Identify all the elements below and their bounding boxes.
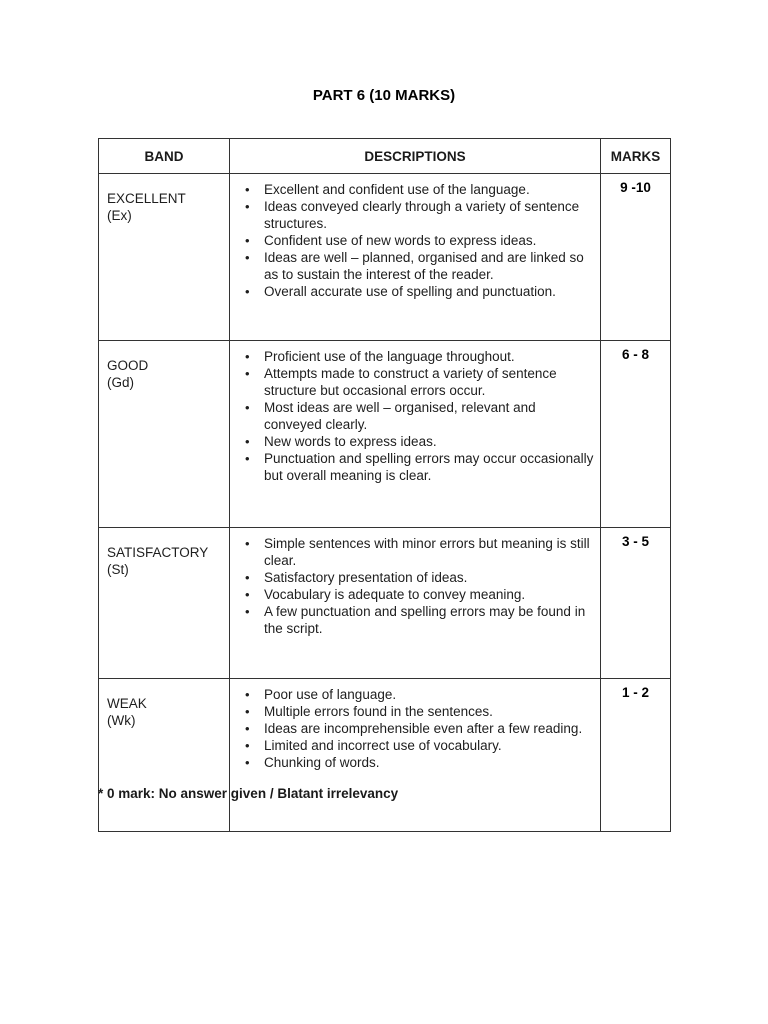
- band-cell: [99, 528, 230, 679]
- description-item: • Attempts made to construct a variety of sentence structure but occasional errors occur.: [242, 365, 594, 399]
- description-item: • A few punctuation and spelling errors may be found in the script.: [242, 603, 594, 637]
- description-item: • Ideas are incomprehensible even after a few reading.: [242, 720, 594, 737]
- table-row: [99, 528, 671, 679]
- band-cell: [99, 174, 230, 341]
- description-cell: [230, 679, 601, 832]
- band-cell: [99, 341, 230, 528]
- description-list: [242, 348, 594, 484]
- description-item: • Ideas conveyed clearly through a variety of sentence structures.: [242, 198, 594, 232]
- marks-cell: 6 - 8: [601, 341, 671, 528]
- band-column-header: BAND: [99, 139, 230, 174]
- description-item: • Simple sentences with minor errors but meaning is still clear.: [242, 535, 594, 569]
- description-list: [242, 181, 594, 300]
- description-item: • Most ideas are well – organised, relevant and conveyed clearly.: [242, 399, 594, 433]
- description-list: [242, 535, 594, 637]
- description-item: • Overall accurate use of spelling and punctuation.: [242, 283, 594, 300]
- description-item: • Excellent and confident use of the language.: [242, 181, 594, 198]
- rubric-table: [98, 138, 671, 832]
- band-name: GOOD: [107, 358, 149, 373]
- band-abbreviation: (Gd): [107, 375, 134, 390]
- table-header-row: [99, 139, 671, 174]
- description-item: • Chunking of words.: [242, 754, 594, 771]
- description-item: • Punctuation and spelling errors may occur occasionally but overall meaning is clear.: [242, 450, 594, 484]
- description-item: • Confident use of new words to express ideas.: [242, 232, 594, 249]
- description-item: • New words to express ideas.: [242, 433, 594, 450]
- page-title: PART 6 (10 MARKS): [312, 87, 456, 104]
- descriptions-column-header: DESCRIPTIONS: [230, 139, 601, 174]
- description-item: • Limited and incorrect use of vocabulary.: [242, 737, 594, 754]
- description-item: • Poor use of language.: [242, 686, 594, 703]
- table-row: [99, 174, 671, 341]
- description-item: • Ideas are well – planned, organised and are linked so as to sustain the interest of the reader.: [242, 249, 594, 283]
- band-name: SATISFACTORY: [107, 545, 209, 560]
- band-abbreviation: (Ex): [107, 208, 132, 223]
- description-item: • Multiple errors found in the sentences.: [242, 703, 594, 720]
- description-cell: [230, 528, 601, 679]
- footnote: * 0 mark: No answer given / Blatant irrelevancy: [98, 786, 399, 801]
- table-row: [99, 341, 671, 528]
- description-cell: [230, 341, 601, 528]
- marks-cell: 1 - 2: [601, 679, 671, 832]
- description-cell: [230, 174, 601, 341]
- table-row: [99, 679, 671, 832]
- description-item: • Vocabulary is adequate to convey meaning.: [242, 586, 594, 603]
- band-cell: [99, 679, 230, 832]
- description-item: • Satisfactory presentation of ideas.: [242, 569, 594, 586]
- band-name: EXCELLENT: [107, 191, 186, 206]
- band-name: WEAK: [107, 696, 147, 711]
- marks-cell: 3 - 5: [601, 528, 671, 679]
- description-list: [242, 686, 594, 771]
- band-abbreviation: (Wk): [107, 713, 136, 728]
- band-abbreviation: (St): [107, 562, 129, 577]
- marks-column-header: MARKS: [601, 139, 671, 174]
- description-item: • Proficient use of the language throughout.: [242, 348, 594, 365]
- marks-cell: 9 -10: [601, 174, 671, 341]
